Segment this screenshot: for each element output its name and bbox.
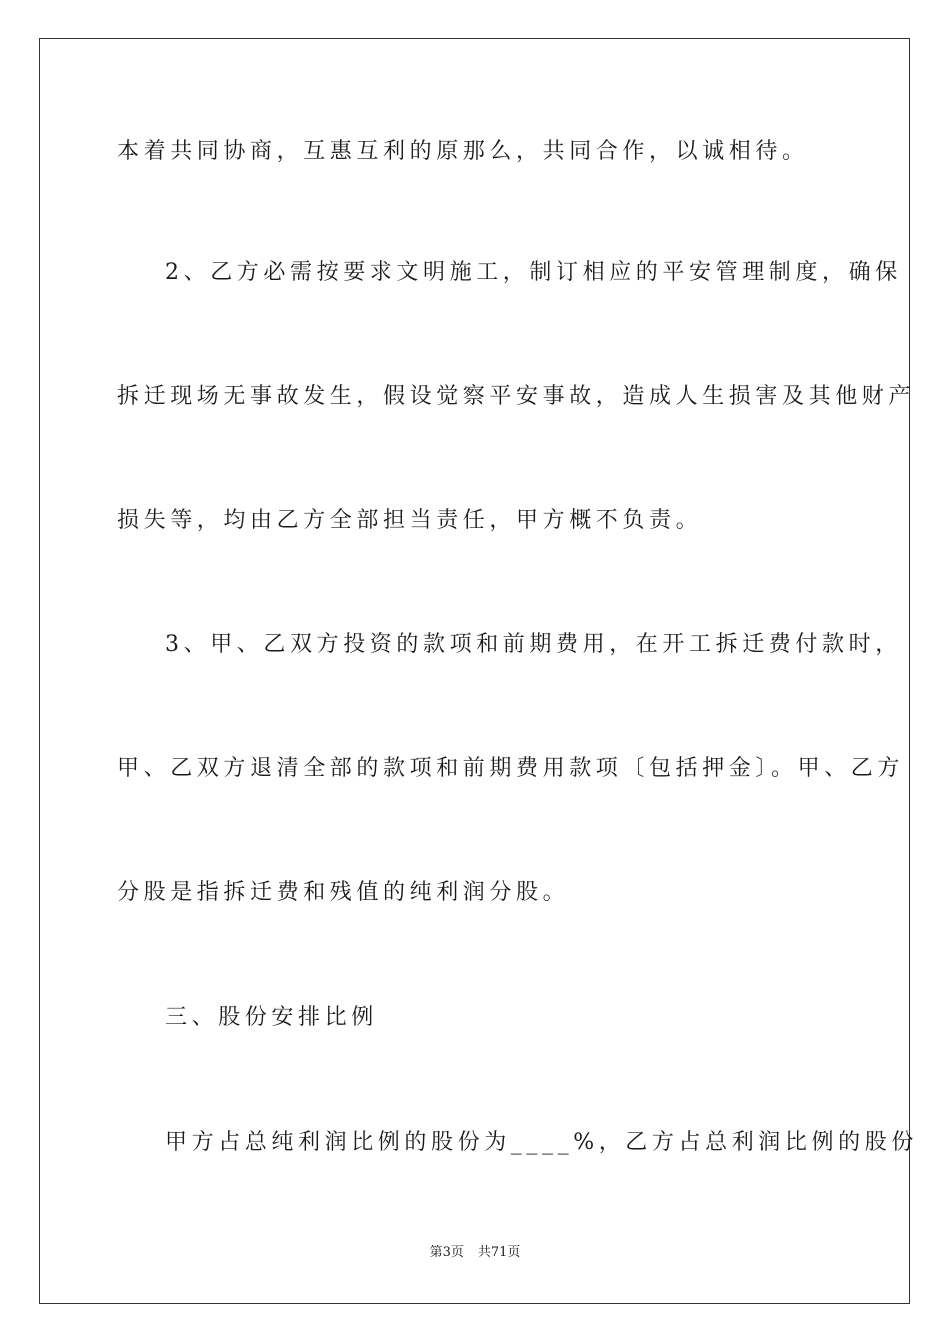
body-text-line: 拆迁现场无事故发生，假设觉察平安事故，造成人生损害及其他财产 <box>117 384 916 409</box>
page-footer <box>0 1243 950 1263</box>
body-text-line: 损失等，均由乙方全部担当责任，甲方概不负责。 <box>117 508 703 533</box>
page-number: 第3页 <box>429 1245 464 1260</box>
body-text-line: 3、甲、乙双方投资的款项和前期费用，在开工拆迁费付款时， <box>165 632 902 657</box>
body-text-line: 分股是指拆迁费和残值的纯利润分股。 <box>117 880 570 905</box>
page-border <box>39 38 910 1304</box>
page-total: 共71页 <box>477 1245 521 1260</box>
body-text-line: 甲方占总纯利润比例的股份为____%，乙方占总利润比例的股份 <box>165 1130 918 1155</box>
body-text-line: 2、乙方必需按要求文明施工，制订相应的平安管理制度，确保 <box>165 260 902 285</box>
body-text-line: 甲、乙双方退清全部的款项和前期费用款项〔包括押金〕。甲、乙方 <box>117 756 905 781</box>
body-text-line: 本着共同协商，互惠互利的原那么，共同合作，以诚相待。 <box>117 139 809 164</box>
section-heading: 三、股份安排比例 <box>165 1005 378 1030</box>
